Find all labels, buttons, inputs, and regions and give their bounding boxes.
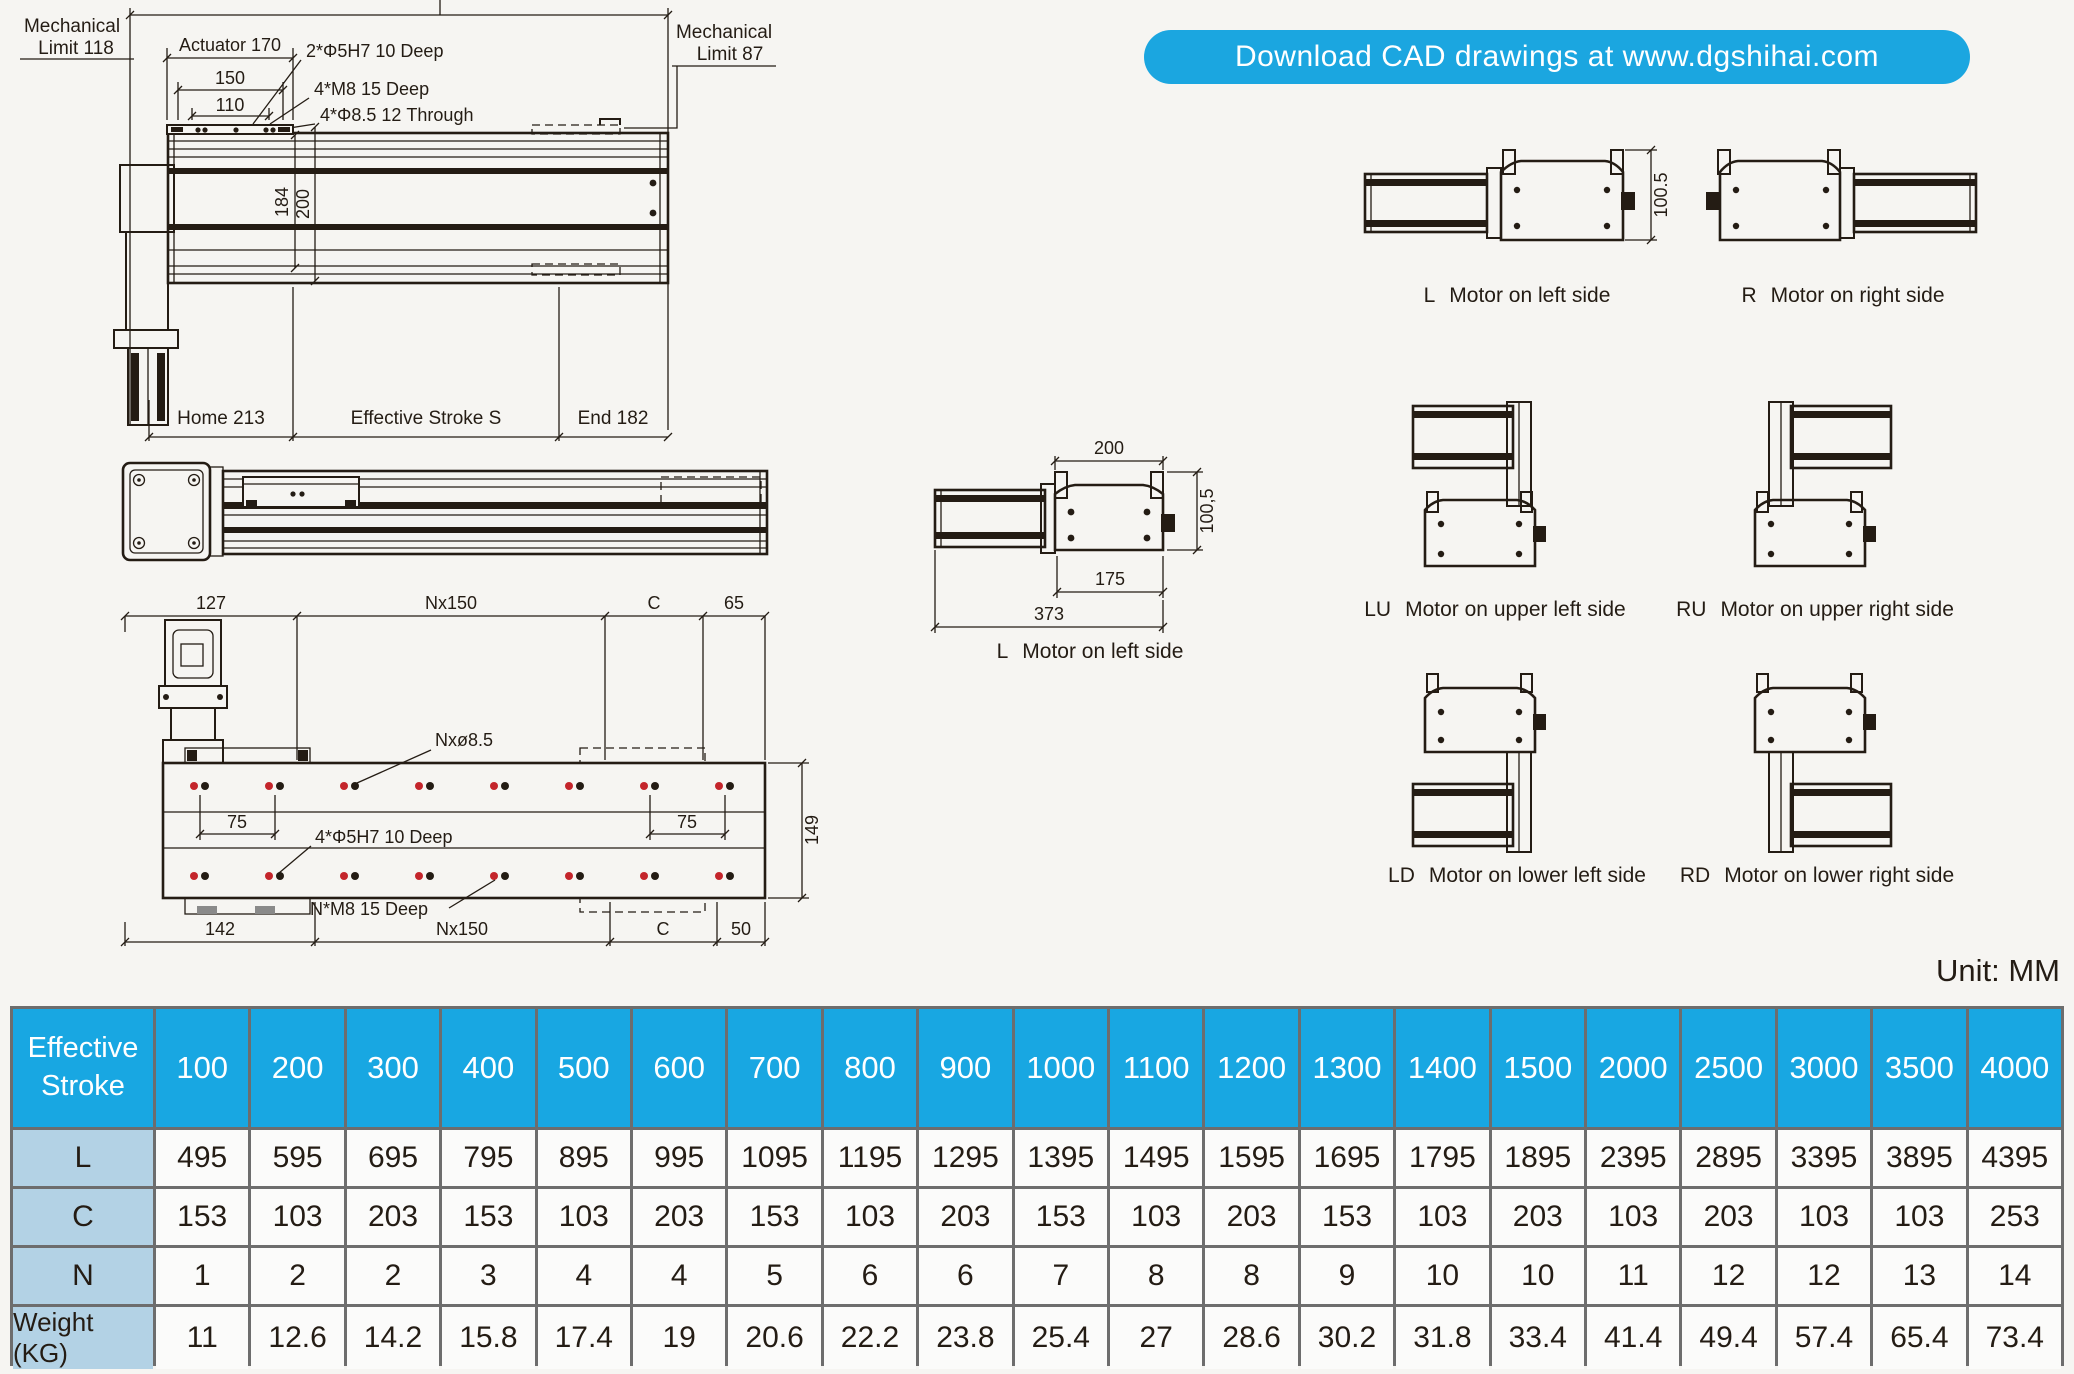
config-lu-drawing [1405, 398, 1585, 578]
table-value-cell: 17.4 [538, 1307, 630, 1369]
side-view-drawing [8, 0, 788, 452]
table-value-cell: 57.4 [1778, 1307, 1870, 1369]
dim-184-label: 184 [272, 186, 292, 218]
stroke-column-header: 100 [156, 1009, 248, 1127]
stroke-column-header: 1500 [1492, 1009, 1584, 1127]
table-value-cell: 103 [1873, 1189, 1965, 1245]
motor-detail-drawing [905, 430, 1335, 645]
config-rd-caption: RD Motor on lower right side [1679, 864, 1955, 887]
config-r-drawing [1690, 140, 1990, 270]
table-value-cell: 103 [251, 1189, 343, 1245]
dim-75-left-label: 75 [226, 812, 248, 832]
detail-dim-373: 373 [1033, 604, 1065, 624]
table-value-cell: 14.2 [347, 1307, 439, 1369]
stroke-column-header: 1400 [1396, 1009, 1488, 1127]
table-value-cell: 103 [1110, 1189, 1202, 1245]
home-dim-label: Home 213 [177, 408, 265, 429]
row-label: N [13, 1248, 153, 1304]
motor-detail-caption: L Motor on left side [996, 640, 1184, 663]
table-value-cell: 6 [824, 1248, 916, 1304]
table-value-cell: 27 [1110, 1307, 1202, 1369]
table-value-cell: 11 [156, 1307, 248, 1369]
table-value-cell: 10 [1492, 1248, 1584, 1304]
table-value-cell: 153 [1301, 1189, 1393, 1245]
table-value-cell: 4 [633, 1248, 725, 1304]
table-value-cell: 5 [728, 1248, 820, 1304]
stroke-column-header: 700 [728, 1009, 820, 1127]
table-value-cell: 1295 [919, 1130, 1011, 1186]
detail-dim-100-5: 100,5 [1197, 488, 1217, 534]
note-tap-holes: 4*M8 15 Deep [314, 79, 430, 99]
table-value-cell: 23.8 [919, 1307, 1011, 1369]
table-value-cell: 14 [1969, 1248, 2061, 1304]
config-rd-drawing [1715, 672, 1895, 857]
table-value-cell: 103 [538, 1189, 630, 1245]
dim-nx150-top-label: Nx150 [424, 593, 478, 613]
table-value-cell: 4 [538, 1248, 630, 1304]
table-value-cell: 103 [1778, 1189, 1870, 1245]
table-value-cell: 41.4 [1587, 1307, 1679, 1369]
stroke-dim-label: Effective Stroke S [350, 408, 502, 429]
stroke-column-header: 3000 [1778, 1009, 1870, 1127]
mech-limit-right-label-1: Mechanical [675, 22, 773, 43]
table-value-cell: 30.2 [1301, 1307, 1393, 1369]
stroke-column-header: 200 [251, 1009, 343, 1127]
table-value-cell: 203 [1682, 1189, 1774, 1245]
table-value-cell: 103 [1396, 1189, 1488, 1245]
table-value-cell: 1095 [728, 1130, 820, 1186]
note-tap-holes-plan: N*M8 15 Deep [310, 899, 429, 919]
table-value-cell: 203 [919, 1189, 1011, 1245]
table-row [13, 1189, 2061, 1245]
table-value-cell: 895 [538, 1130, 630, 1186]
table-value-cell: 15.8 [442, 1307, 534, 1369]
table-row [13, 1130, 2061, 1186]
stroke-column-header: 1000 [1015, 1009, 1107, 1127]
table-value-cell: 1895 [1492, 1130, 1584, 1186]
config-l-drawing [1355, 140, 1675, 270]
table-value-cell: 153 [728, 1189, 820, 1245]
table-value-cell: 8 [1205, 1248, 1297, 1304]
dim-142-label: 142 [204, 919, 236, 939]
actuator-dim-label: Actuator 170 [178, 35, 282, 55]
row-label: C [13, 1189, 153, 1245]
stroke-column-header: 4000 [1969, 1009, 2061, 1127]
dim-110-label: 110 [215, 95, 245, 115]
plan-view-drawing [105, 590, 825, 975]
table-value-cell: 153 [442, 1189, 534, 1245]
stroke-column-header: 400 [442, 1009, 534, 1127]
table-value-cell: 253 [1969, 1189, 2061, 1245]
table-value-cell: 2895 [1682, 1130, 1774, 1186]
table-value-cell: 3 [442, 1248, 534, 1304]
table-value-cell: 1795 [1396, 1130, 1488, 1186]
config-ld-drawing [1405, 672, 1585, 857]
stroke-column-header: 500 [538, 1009, 630, 1127]
stroke-column-header: 1100 [1110, 1009, 1202, 1127]
table-value-cell: 10 [1396, 1248, 1488, 1304]
config-lu-caption: LU Motor on upper left side [1364, 598, 1626, 621]
table-value-cell: 1695 [1301, 1130, 1393, 1186]
stroke-column-header: 3500 [1873, 1009, 1965, 1127]
table-value-cell: 1 [156, 1248, 248, 1304]
table-value-cell: 13 [1873, 1248, 1965, 1304]
table-value-cell: 153 [156, 1189, 248, 1245]
row-label: L [13, 1130, 153, 1186]
table-value-cell: 6 [919, 1248, 1011, 1304]
stroke-column-header: 1300 [1301, 1009, 1393, 1127]
table-value-cell: 595 [251, 1130, 343, 1186]
table-value-cell: 1195 [824, 1130, 916, 1186]
dim-50-label: 50 [730, 919, 752, 939]
table-row [13, 1248, 2061, 1304]
dim-149-label: 149 [802, 814, 822, 846]
table-row [13, 1307, 2061, 1368]
stroke-column-header: 2500 [1682, 1009, 1774, 1127]
table-value-cell: 495 [156, 1130, 248, 1186]
note-nx-holes: Nxø8.5 [435, 730, 494, 750]
table-value-cell: 49.4 [1682, 1307, 1774, 1369]
cad-download-banner[interactable] [1144, 30, 1970, 84]
dim-c-bottom-label: C [656, 919, 670, 939]
mech-limit-left-label-2: Limit 118 [38, 38, 114, 59]
cad-download-banner-text: Download CAD drawings at www.dgshihai.com [1234, 40, 1880, 73]
table-value-cell: 8 [1110, 1248, 1202, 1304]
dim-nx150-bottom-label: Nx150 [435, 919, 489, 939]
table-value-cell: 1595 [1205, 1130, 1297, 1186]
detail-dim-200: 200 [1093, 438, 1125, 458]
table-value-cell: 203 [347, 1189, 439, 1245]
table-value-cell: 153 [1015, 1189, 1107, 1245]
table-value-cell: 203 [1205, 1189, 1297, 1245]
stroke-column-header: 900 [919, 1009, 1011, 1127]
table-value-cell: 695 [347, 1130, 439, 1186]
dim-150-label: 150 [214, 68, 246, 88]
table-header-effective-stroke: Effective Stroke [13, 1009, 153, 1127]
table-value-cell: 3895 [1873, 1130, 1965, 1186]
mech-limit-right-label-2: Limit 87 [696, 44, 764, 65]
plan-view-motor [159, 620, 227, 763]
table-value-cell: 203 [633, 1189, 725, 1245]
table-value-cell: 28.6 [1205, 1307, 1297, 1369]
table-value-cell: 4395 [1969, 1130, 2061, 1186]
unit-label: Unit: MM [1936, 953, 2060, 988]
profile-view-drawing [105, 455, 785, 570]
dim-65-label: 65 [723, 593, 745, 613]
table-value-cell: 103 [824, 1189, 916, 1245]
table-value-cell: 1395 [1015, 1130, 1107, 1186]
end-dim-label: End 182 [577, 408, 649, 429]
detail-dim-175: 175 [1094, 569, 1126, 589]
config-ru-caption: RU Motor on upper right side [1676, 598, 1954, 621]
stroke-column-header: 2000 [1587, 1009, 1679, 1127]
dim-200-label: 200 [293, 188, 313, 220]
table-value-cell: 12.6 [251, 1307, 343, 1369]
table-value-cell: 73.4 [1969, 1307, 2061, 1369]
table-value-cell: 203 [1492, 1189, 1584, 1245]
stroke-column-header: 1200 [1205, 1009, 1297, 1127]
table-value-cell: 20.6 [728, 1307, 820, 1369]
table-value-cell: 31.8 [1396, 1307, 1488, 1369]
config-ru-drawing [1715, 398, 1895, 578]
table-value-cell: 3395 [1778, 1130, 1870, 1186]
table-value-cell: 33.4 [1492, 1307, 1584, 1369]
table-value-cell: 9 [1301, 1248, 1393, 1304]
stroke-spec-table [10, 1006, 2064, 1366]
stroke-column-header: 800 [824, 1009, 916, 1127]
config-r-caption: R Motor on right side [1741, 284, 1945, 307]
stroke-column-header: 300 [347, 1009, 439, 1127]
mech-limit-left-label-1: Mechanical [23, 16, 121, 37]
note-through-holes: 4*Φ8.5 12 Through [320, 105, 474, 125]
table-value-cell: 12 [1682, 1248, 1774, 1304]
table-value-cell: 103 [1587, 1189, 1679, 1245]
table-value-cell: 795 [442, 1130, 534, 1186]
config-ld-caption: LD Motor on lower left side [1388, 864, 1646, 887]
config-l-dim-100-5: 100.5 [1651, 172, 1671, 218]
table-value-cell: 995 [633, 1130, 725, 1186]
config-l-caption: L Motor on left side [1423, 284, 1611, 307]
dim-75-right-label: 75 [676, 812, 698, 832]
table-value-cell: 2395 [1587, 1130, 1679, 1186]
table-value-cell: 25.4 [1015, 1307, 1107, 1369]
table-value-cell: 7 [1015, 1248, 1107, 1304]
note-pin-holes-plan: 4*Φ5H7 10 Deep [315, 827, 453, 847]
note-pin-holes: 2*Φ5H7 10 Deep [306, 41, 444, 61]
dim-c-top-label: C [647, 593, 661, 613]
row-label: Weight (KG) [13, 1307, 153, 1369]
table-value-cell: 2 [347, 1248, 439, 1304]
table-value-cell: 12 [1778, 1248, 1870, 1304]
dim-127-label: 127 [195, 593, 227, 613]
table-value-cell: 11 [1587, 1248, 1679, 1304]
table-value-cell: 2 [251, 1248, 343, 1304]
table-value-cell: 1495 [1110, 1130, 1202, 1186]
table-value-cell: 19 [633, 1307, 725, 1369]
table-value-cell: 22.2 [824, 1307, 916, 1369]
table-value-cell: 65.4 [1873, 1307, 1965, 1369]
stroke-column-header: 600 [633, 1009, 725, 1127]
